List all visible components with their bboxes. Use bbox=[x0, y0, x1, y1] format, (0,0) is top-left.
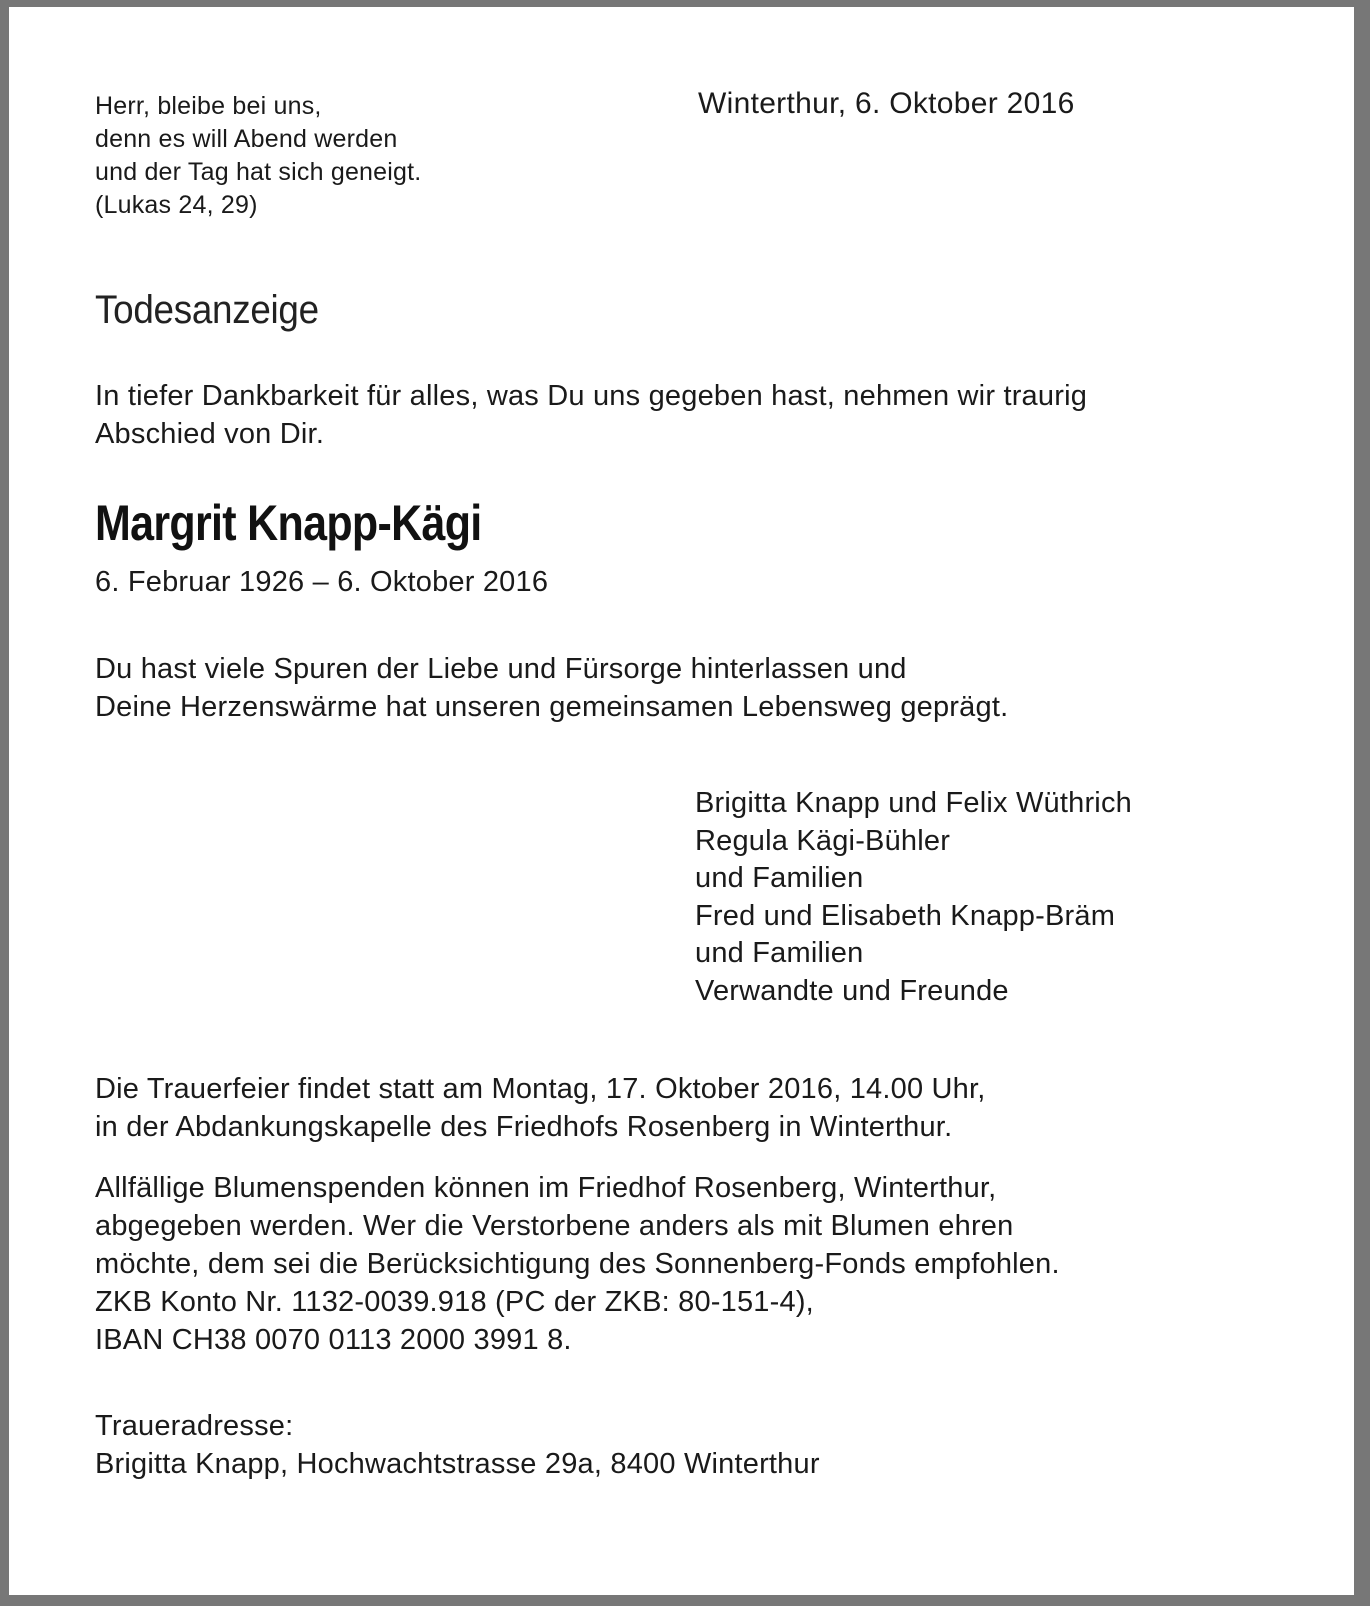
address-value: Brigitta Knapp, Hochwachtstrasse 29a, 8400 Winterthur bbox=[95, 1448, 820, 1480]
ceremony-info bbox=[95, 1070, 986, 1146]
place-and-date: Winterthur, 6. Oktober 2016 bbox=[698, 87, 1075, 120]
donations-line: Allfällige Blumenspenden können im Friedhof Rosenberg, Winterthur, bbox=[95, 1172, 997, 1204]
verse-line: und der Tag hat sich geneigt. bbox=[95, 158, 422, 186]
deceased-name: Margrit Knapp-Kägi bbox=[95, 495, 482, 551]
mourner-entry: Fred und Elisabeth Knapp-Bräm bbox=[695, 899, 1116, 932]
tribute-paragraph bbox=[95, 650, 1008, 726]
mourner-entry: und Familien bbox=[695, 862, 864, 895]
intro-line: Abschied von Dir. bbox=[95, 418, 325, 450]
address-label: Traueradresse: bbox=[95, 1410, 294, 1442]
verse-line: Herr, bleibe bei uns, bbox=[95, 92, 322, 120]
intro-paragraph bbox=[95, 377, 1087, 453]
deceased-lifespan: 6. Februar 1926 – 6. Oktober 2016 bbox=[95, 566, 549, 598]
verse-line: denn es will Abend werden bbox=[95, 125, 398, 153]
mourners-list bbox=[695, 785, 1132, 1011]
intro-line: In tiefer Dankbarkeit für alles, was Du uns gegeben hast, nehmen wir traurig bbox=[95, 380, 1088, 412]
mourning-address bbox=[95, 1407, 820, 1483]
page-title: Todesanzeige bbox=[95, 288, 319, 332]
donations-line: abgegeben werden. Wer die Verstorbene anders als mit Blumen ehren bbox=[95, 1210, 1014, 1242]
mourner-entry: Verwandte und Freunde bbox=[695, 974, 1009, 1007]
iban-line: IBAN CH38 0070 0113 2000 3991 8. bbox=[95, 1324, 572, 1356]
donations-line: möchte, dem sei die Berücksichtigung des Sonnenberg-Fonds empfohlen. bbox=[95, 1248, 1060, 1280]
tribute-line: Deine Herzenswärme hat unseren gemeinsamen Lebensweg geprägt. bbox=[95, 691, 1009, 723]
tribute-line: Du hast viele Spuren der Liebe und Fürsorge hinterlassen und bbox=[95, 653, 907, 685]
obituary-page bbox=[9, 7, 1354, 1595]
donations-info bbox=[95, 1169, 1060, 1359]
mourner-entry: Brigitta Knapp und Felix Wüthrich bbox=[695, 787, 1132, 819]
bank-account-line: ZKB Konto Nr. 1132-0039.918 (PC der ZKB: 80-151-4), bbox=[95, 1286, 814, 1318]
ceremony-line: Die Trauerfeier findet statt am Montag, 17. Oktober 2016, 14.00 Uhr, bbox=[95, 1073, 986, 1105]
ceremony-line: in der Abdankungskapelle des Friedhofs Rosenberg in Winterthur. bbox=[95, 1111, 953, 1143]
bible-verse bbox=[95, 90, 421, 222]
verse-reference: (Lukas 24, 29) bbox=[95, 191, 258, 219]
mourner-entry: und Familien bbox=[695, 937, 864, 970]
mourner-entry: Regula Kägi-Bühler bbox=[695, 824, 951, 857]
